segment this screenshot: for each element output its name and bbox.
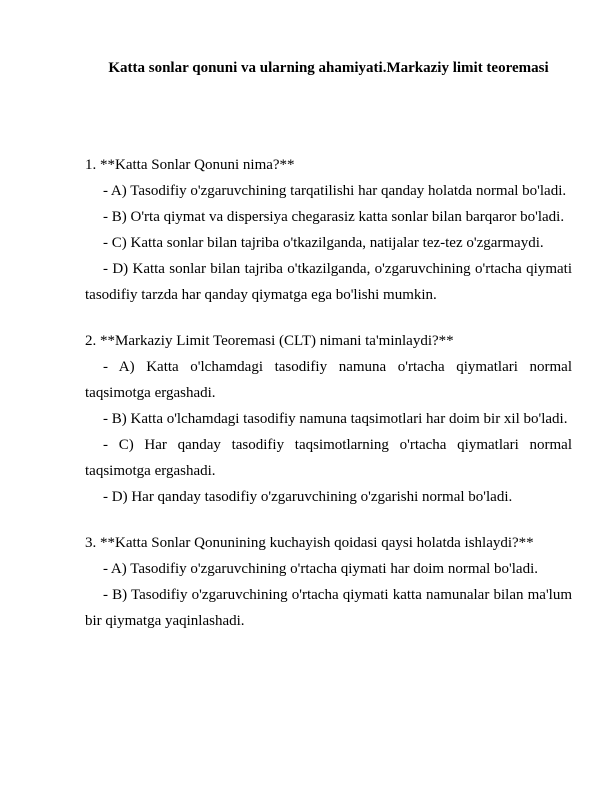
question-1-option-c: - C) Katta sonlar bilan tajriba o'tkazilganda, natijalar tez-tez o'zgarmaydi.: [103, 235, 544, 251]
question-2-option-c: - C) Har qanday tasodifiy taqsimotlarning o'rtacha qiymatlari normal taqsimotga ergashadi.: [85, 437, 572, 479]
question-2-option-d: - D) Har qanday tasodifiy o'zgaruvchining o'zgarishi normal bo'ladi.: [103, 489, 513, 505]
questions-section: [85, 152, 572, 634]
document-title: Katta sonlar qonuni va ularning ahamiyati.Markaziy limit teoremasi: [108, 60, 549, 76]
question-block-2: [85, 328, 572, 510]
question-block-3: [85, 530, 572, 634]
question-1-option-b: - B) O'rta qiymat va dispersiya chegarasiz katta sonlar bilan barqaror bo'ladi.: [103, 209, 565, 225]
question-block-1: [85, 152, 572, 308]
question-1-option-a: - A) Tasodifiy o'zgaruvchining tarqatilishi har qanday holatda normal bo'ladi.: [103, 183, 567, 199]
question-2-heading: 2. **Markaziy Limit Teoremasi (CLT) nimani ta'minlaydi?**: [85, 333, 454, 349]
question-1-option-d: - D) Katta sonlar bilan tajriba o'tkazilganda, o'zgaruvchining o'rtacha qiymati tasodifiy tarzda har qanday qiymatga ega bo'lishi mumkin.: [85, 261, 572, 303]
question-2-option-a: - A) Katta o'lchamdagi tasodifiy namuna o'rtacha qiymatlari normal taqsimotga ergashadi.: [85, 359, 572, 401]
question-1-heading: 1. **Katta Sonlar Qonuni nima?**: [85, 157, 295, 173]
question-2-option-b: - B) Katta o'lchamdagi tasodifiy namuna taqsimotlari har doim bir xil bo'ladi.: [103, 411, 568, 427]
question-3-option-a: - A) Tasodifiy o'zgaruvchining o'rtacha qiymati har doim normal bo'ladi.: [103, 561, 539, 577]
question-3-heading: 3. **Katta Sonlar Qonunining kuchayish qoidasi qaysi holatda ishlaydi?**: [85, 535, 534, 551]
question-3-option-b: - B) Tasodifiy o'zgaruvchining o'rtacha qiymati katta namunalar bilan ma'lum bir qiymatga yaqinlashadi.: [85, 587, 572, 629]
